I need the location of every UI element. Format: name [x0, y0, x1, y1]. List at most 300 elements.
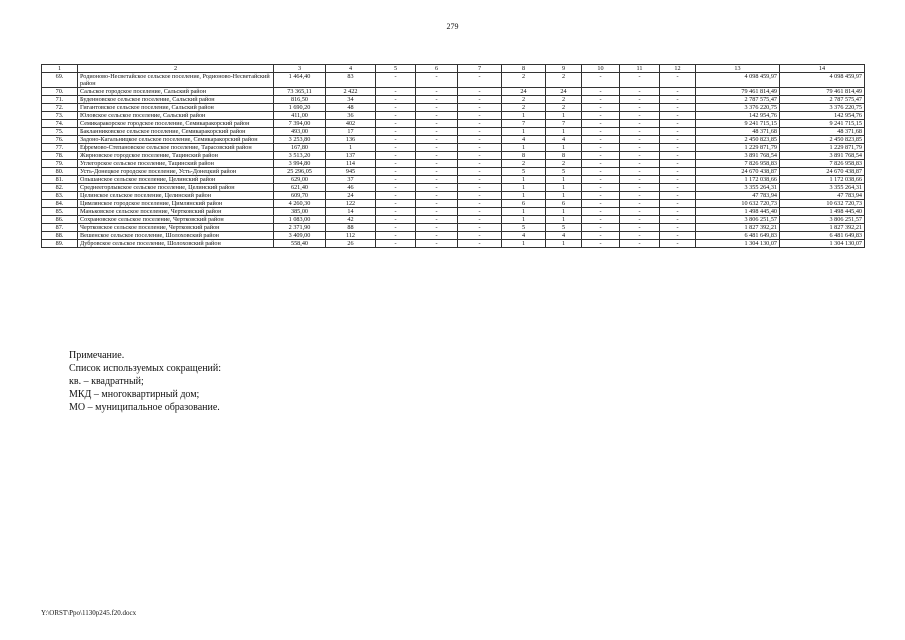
cell-c11: - — [620, 152, 660, 160]
cell-area: 411,00 — [274, 112, 326, 120]
cell-c11: - — [620, 73, 660, 88]
cell-c11: - — [620, 104, 660, 112]
column-header: 8 — [502, 65, 546, 73]
cell-area: 3 253,80 — [274, 136, 326, 144]
cell-c8: 1 — [502, 112, 546, 120]
cell-c11: - — [620, 120, 660, 128]
cell-n: 75. — [42, 128, 78, 136]
cell-c7: - — [458, 104, 502, 112]
cell-c5: - — [376, 208, 416, 216]
cell-c10: - — [582, 240, 620, 248]
cell-c14: 7 826 958,83 — [780, 160, 865, 168]
table-row — [42, 104, 865, 112]
cell-c5: - — [376, 168, 416, 176]
cell-c9: 1 — [546, 144, 582, 152]
cell-c7: - — [458, 128, 502, 136]
cell-area: 73 365,11 — [274, 88, 326, 96]
column-header: 12 — [660, 65, 696, 73]
cell-c14: 48 371,68 — [780, 128, 865, 136]
cell-c10: - — [582, 96, 620, 104]
cell-c5: - — [376, 224, 416, 232]
cell-n: 82. — [42, 184, 78, 192]
table-row — [42, 96, 865, 104]
cell-c13: 4 098 459,97 — [696, 73, 780, 88]
cell-c10: - — [582, 168, 620, 176]
cell-c8: 1 — [502, 192, 546, 200]
cell-c13: 1 498 445,40 — [696, 208, 780, 216]
column-header: 14 — [780, 65, 865, 73]
cell-c9: 1 — [546, 192, 582, 200]
cell-c10: - — [582, 88, 620, 96]
cell-c14: 142 954,76 — [780, 112, 865, 120]
cell-c7: - — [458, 216, 502, 224]
cell-area: 816,50 — [274, 96, 326, 104]
cell-persons: 402 — [326, 120, 376, 128]
cell-name: Гигантовское сельское поселение, Сальский район — [78, 104, 274, 112]
cell-persons: 42 — [326, 216, 376, 224]
cell-c12: - — [660, 136, 696, 144]
table-row — [42, 208, 865, 216]
cell-c10: - — [582, 176, 620, 184]
cell-c11: - — [620, 176, 660, 184]
cell-name: Чертковское сельское поселение, Чертковский район — [78, 224, 274, 232]
cell-c6: - — [416, 216, 458, 224]
cell-c9: 1 — [546, 208, 582, 216]
cell-c9: 6 — [546, 200, 582, 208]
cell-c6: - — [416, 224, 458, 232]
cell-area: 7 394,00 — [274, 120, 326, 128]
cell-area: 1 464,40 — [274, 73, 326, 88]
table-row — [42, 88, 865, 96]
cell-area: 621,40 — [274, 184, 326, 192]
cell-c9: 4 — [546, 136, 582, 144]
table-row — [42, 168, 865, 176]
table-row — [42, 176, 865, 184]
cell-c12: - — [660, 104, 696, 112]
cell-c9: 1 — [546, 176, 582, 184]
cell-name: Сохрановское сельское поселение, Чертковский район — [78, 216, 274, 224]
cell-c8: 24 — [502, 88, 546, 96]
cell-c14: 10 632 720,73 — [780, 200, 865, 208]
cell-c10: - — [582, 216, 620, 224]
table-row — [42, 240, 865, 248]
cell-c9: 2 — [546, 104, 582, 112]
cell-c9: 1 — [546, 240, 582, 248]
cell-c8: 2 — [502, 73, 546, 88]
cell-n: 69. — [42, 73, 78, 88]
cell-c13: 1 304 130,07 — [696, 240, 780, 248]
cell-c6: - — [416, 168, 458, 176]
cell-c10: - — [582, 192, 620, 200]
cell-c12: - — [660, 176, 696, 184]
cell-c5: - — [376, 184, 416, 192]
page-number: 279 — [446, 22, 459, 31]
cell-c5: - — [376, 136, 416, 144]
table-row — [42, 184, 865, 192]
cell-c9: 1 — [546, 128, 582, 136]
cell-c10: - — [582, 144, 620, 152]
cell-n: 84. — [42, 200, 78, 208]
cell-c8: 7 — [502, 120, 546, 128]
cell-c11: - — [620, 240, 660, 248]
column-header: 4 — [326, 65, 376, 73]
cell-c10: - — [582, 112, 620, 120]
table-row — [42, 128, 865, 136]
cell-area: 385,00 — [274, 208, 326, 216]
cell-c7: - — [458, 184, 502, 192]
cell-name: Сальское городское поселение, Сальский район — [78, 88, 274, 96]
cell-c9: 5 — [546, 224, 582, 232]
table-row — [42, 224, 865, 232]
cell-c9: 2 — [546, 96, 582, 104]
cell-c7: - — [458, 232, 502, 240]
cell-c6: - — [416, 176, 458, 184]
cell-c12: - — [660, 120, 696, 128]
cell-name: Целинское сельское поселение, Целинский район — [78, 192, 274, 200]
cell-c6: - — [416, 240, 458, 248]
cell-c5: - — [376, 192, 416, 200]
cell-c6: - — [416, 160, 458, 168]
cell-c6: - — [416, 144, 458, 152]
cell-c7: - — [458, 168, 502, 176]
cell-n: 86. — [42, 216, 78, 224]
table-row — [42, 216, 865, 224]
column-header: 3 — [274, 65, 326, 73]
cell-n: 78. — [42, 152, 78, 160]
cell-n: 87. — [42, 224, 78, 232]
cell-name: Ольшанское сельское поселение, Целинский район — [78, 176, 274, 184]
cell-name: Углегорское сельское поселение, Тацинский район — [78, 160, 274, 168]
cell-c13: 10 632 720,73 — [696, 200, 780, 208]
cell-c8: 1 — [502, 176, 546, 184]
cell-c14: 6 481 649,83 — [780, 232, 865, 240]
cell-c5: - — [376, 176, 416, 184]
cell-c8: 2 — [502, 160, 546, 168]
cell-c5: - — [376, 240, 416, 248]
table-header-row — [42, 65, 865, 73]
cell-c14: 3 355 264,31 — [780, 184, 865, 192]
cell-area: 558,40 — [274, 240, 326, 248]
table-row — [42, 136, 865, 144]
cell-c10: - — [582, 73, 620, 88]
cell-c6: - — [416, 136, 458, 144]
cell-area: 167,80 — [274, 144, 326, 152]
cell-c10: - — [582, 120, 620, 128]
cell-c11: - — [620, 88, 660, 96]
cell-c12: - — [660, 200, 696, 208]
cell-name: Семикаракорское городское поселение, Семикаракорский район — [78, 120, 274, 128]
cell-n: 76. — [42, 136, 78, 144]
cell-c8: 5 — [502, 224, 546, 232]
cell-n: 83. — [42, 192, 78, 200]
cell-c6: - — [416, 232, 458, 240]
cell-c6: - — [416, 184, 458, 192]
cell-c5: - — [376, 104, 416, 112]
cell-area: 1 690,20 — [274, 104, 326, 112]
cell-c8: 1 — [502, 128, 546, 136]
cell-c13: 48 371,68 — [696, 128, 780, 136]
cell-c6: - — [416, 104, 458, 112]
column-header: 1 — [42, 65, 78, 73]
note-title: Примечание. — [69, 350, 125, 361]
cell-c7: - — [458, 176, 502, 184]
cell-c9: 1 — [546, 216, 582, 224]
cell-n: 85. — [42, 208, 78, 216]
cell-c11: - — [620, 216, 660, 224]
cell-c13: 3 376 220,75 — [696, 104, 780, 112]
cell-c11: - — [620, 200, 660, 208]
cell-c11: - — [620, 96, 660, 104]
cell-name: Усть-Донецкое городское поселение, Усть-Донецкий район — [78, 168, 274, 176]
cell-c5: - — [376, 232, 416, 240]
cell-c13: 3 355 264,31 — [696, 184, 780, 192]
cell-c13: 2 787 575,47 — [696, 96, 780, 104]
cell-name: Юловское сельское поселение, Сальский район — [78, 112, 274, 120]
cell-c11: - — [620, 224, 660, 232]
cell-persons: 137 — [326, 152, 376, 160]
cell-c6: - — [416, 152, 458, 160]
cell-c9: 1 — [546, 184, 582, 192]
table-row — [42, 120, 865, 128]
cell-c8: 1 — [502, 208, 546, 216]
cell-persons: 48 — [326, 104, 376, 112]
column-header: 6 — [416, 65, 458, 73]
cell-c10: - — [582, 200, 620, 208]
cell-n: 80. — [42, 168, 78, 176]
cell-c12: - — [660, 144, 696, 152]
cell-c5: - — [376, 96, 416, 104]
cell-c6: - — [416, 128, 458, 136]
cell-c5: - — [376, 112, 416, 120]
cell-c9: 1 — [546, 112, 582, 120]
cell-c12: - — [660, 184, 696, 192]
cell-c11: - — [620, 208, 660, 216]
cell-area: 2 371,90 — [274, 224, 326, 232]
cell-c14: 1 827 392,21 — [780, 224, 865, 232]
cell-c8: 4 — [502, 232, 546, 240]
cell-n: 72. — [42, 104, 78, 112]
cell-area: 25 296,05 — [274, 168, 326, 176]
cell-c13: 79 461 814,49 — [696, 88, 780, 96]
cell-c8: 1 — [502, 216, 546, 224]
cell-c8: 8 — [502, 152, 546, 160]
cell-n: 73. — [42, 112, 78, 120]
cell-persons: 83 — [326, 73, 376, 88]
cell-c6: - — [416, 73, 458, 88]
column-header: 2 — [78, 65, 274, 73]
column-header: 7 — [458, 65, 502, 73]
cell-c5: - — [376, 128, 416, 136]
cell-c12: - — [660, 168, 696, 176]
column-header: 11 — [620, 65, 660, 73]
cell-c14: 2 787 575,47 — [780, 96, 865, 104]
notes-block — [69, 349, 221, 414]
cell-c5: - — [376, 73, 416, 88]
cell-c13: 6 481 649,83 — [696, 232, 780, 240]
cell-persons: 88 — [326, 224, 376, 232]
column-header: 5 — [376, 65, 416, 73]
cell-c10: - — [582, 160, 620, 168]
cell-persons: 114 — [326, 160, 376, 168]
cell-name: Жирновское городское поселение, Тацинский район — [78, 152, 274, 160]
cell-name: Задоно-Кагальницкое сельское поселение, Семикаракорский район — [78, 136, 274, 144]
cell-persons: 26 — [326, 240, 376, 248]
cell-c13: 9 241 715,15 — [696, 120, 780, 128]
cell-area: 629,00 — [274, 176, 326, 184]
cell-c12: - — [660, 152, 696, 160]
cell-c9: 2 — [546, 160, 582, 168]
cell-c11: - — [620, 112, 660, 120]
cell-c13: 1 229 871,79 — [696, 144, 780, 152]
cell-persons: 945 — [326, 168, 376, 176]
cell-c13: 142 954,76 — [696, 112, 780, 120]
cell-c12: - — [660, 240, 696, 248]
cell-c5: - — [376, 120, 416, 128]
cell-c6: - — [416, 112, 458, 120]
cell-c7: - — [458, 120, 502, 128]
note-abbrev-heading: Список используемых сокращений: — [69, 363, 222, 374]
cell-c5: - — [376, 216, 416, 224]
cell-c7: - — [458, 160, 502, 168]
cell-c7: - — [458, 96, 502, 104]
cell-c5: - — [376, 88, 416, 96]
cell-c7: - — [458, 136, 502, 144]
cell-c14: 4 098 459,97 — [780, 73, 865, 88]
cell-c10: - — [582, 232, 620, 240]
cell-c5: - — [376, 160, 416, 168]
cell-n: 71. — [42, 96, 78, 104]
cell-area: 609,70 — [274, 192, 326, 200]
cell-persons: 17 — [326, 128, 376, 136]
cell-c8: 2 — [502, 104, 546, 112]
cell-name: Ефремово-Степановское сельское поселение, Тарасовский район — [78, 144, 274, 152]
cell-c8: 5 — [502, 168, 546, 176]
table-row — [42, 192, 865, 200]
cell-n: 77. — [42, 144, 78, 152]
cell-n: 79. — [42, 160, 78, 168]
column-header: 10 — [582, 65, 620, 73]
cell-c9: 8 — [546, 152, 582, 160]
cell-c10: - — [582, 208, 620, 216]
cell-n: 74. — [42, 120, 78, 128]
cell-persons: 34 — [326, 96, 376, 104]
cell-c9: 7 — [546, 120, 582, 128]
cell-c14: 1 172 038,66 — [780, 176, 865, 184]
cell-c11: - — [620, 168, 660, 176]
cell-c12: - — [660, 112, 696, 120]
column-header: 13 — [696, 65, 780, 73]
cell-persons: 2 422 — [326, 88, 376, 96]
cell-c12: - — [660, 96, 696, 104]
cell-c13: 47 783,94 — [696, 192, 780, 200]
cell-c12: - — [660, 128, 696, 136]
cell-c14: 1 498 445,40 — [780, 208, 865, 216]
cell-c13: 3 806 251,57 — [696, 216, 780, 224]
cell-c12: - — [660, 73, 696, 88]
table-row — [42, 160, 865, 168]
cell-persons: 112 — [326, 232, 376, 240]
cell-c12: - — [660, 160, 696, 168]
cell-c13: 3 891 768,54 — [696, 152, 780, 160]
cell-name: Цимлянское городское поселение, Цимлянский район — [78, 200, 274, 208]
table-row — [42, 73, 865, 88]
cell-c14: 24 670 438,87 — [780, 168, 865, 176]
cell-c6: - — [416, 96, 458, 104]
cell-c8: 2 — [502, 96, 546, 104]
cell-c14: 3 376 220,75 — [780, 104, 865, 112]
cell-c7: - — [458, 208, 502, 216]
cell-c10: - — [582, 224, 620, 232]
cell-name: Дубровское сельское поселение, Шолоховский район — [78, 240, 274, 248]
cell-c14: 3 891 768,54 — [780, 152, 865, 160]
cell-c12: - — [660, 224, 696, 232]
cell-c8: 1 — [502, 240, 546, 248]
cell-area: 4 260,30 — [274, 200, 326, 208]
cell-c14: 47 783,94 — [780, 192, 865, 200]
cell-c7: - — [458, 200, 502, 208]
cell-c9: 4 — [546, 232, 582, 240]
note-abbrev-kv: кв. – квадратный; — [69, 376, 144, 387]
cell-c14: 2 450 823,85 — [780, 136, 865, 144]
table-row — [42, 200, 865, 208]
cell-name: Бакланниковское сельское поселение, Семикаракорский район — [78, 128, 274, 136]
cell-persons: 14 — [326, 208, 376, 216]
cell-persons: 37 — [326, 176, 376, 184]
cell-c8: 6 — [502, 200, 546, 208]
cell-c10: - — [582, 136, 620, 144]
cell-c14: 3 806 251,57 — [780, 216, 865, 224]
cell-c14: 79 461 814,49 — [780, 88, 865, 96]
footer-file-path: Y:\ORST\Ppo\1130p245.f20.docx — [41, 609, 137, 617]
cell-c10: - — [582, 104, 620, 112]
cell-name: Буденновское сельское поселение, Сальский район — [78, 96, 274, 104]
cell-c9: 5 — [546, 168, 582, 176]
table-row — [42, 232, 865, 240]
cell-c7: - — [458, 224, 502, 232]
cell-c14: 1 229 871,79 — [780, 144, 865, 152]
cell-c13: 2 450 823,85 — [696, 136, 780, 144]
cell-persons: 46 — [326, 184, 376, 192]
cell-c14: 1 304 130,07 — [780, 240, 865, 248]
cell-c6: - — [416, 200, 458, 208]
cell-c11: - — [620, 184, 660, 192]
cell-name: Среднеегорлыкское сельское поселение, Целинский район — [78, 184, 274, 192]
cell-name: Родионово-Несветайское сельское поселение, Родионово-Несветайский район — [78, 73, 274, 88]
cell-c11: - — [620, 160, 660, 168]
cell-name: Вешенское сельское поселение, Шолоховский район — [78, 232, 274, 240]
cell-c10: - — [582, 184, 620, 192]
cell-c10: - — [582, 128, 620, 136]
cell-c8: 1 — [502, 144, 546, 152]
register-table — [41, 64, 865, 248]
cell-c13: 1 172 038,66 — [696, 176, 780, 184]
cell-c6: - — [416, 120, 458, 128]
cell-c7: - — [458, 144, 502, 152]
cell-persons: 1 — [326, 144, 376, 152]
cell-c8: 1 — [502, 184, 546, 192]
table-row — [42, 152, 865, 160]
cell-c7: - — [458, 112, 502, 120]
cell-c7: - — [458, 152, 502, 160]
cell-persons: 136 — [326, 136, 376, 144]
cell-c6: - — [416, 208, 458, 216]
cell-c11: - — [620, 232, 660, 240]
cell-c11: - — [620, 128, 660, 136]
cell-name: Маньковское сельское поселение, Чертковский район — [78, 208, 274, 216]
note-abbrev-mo: МО – муниципальное образование. — [69, 402, 220, 413]
table-body — [42, 73, 865, 248]
cell-c12: - — [660, 216, 696, 224]
